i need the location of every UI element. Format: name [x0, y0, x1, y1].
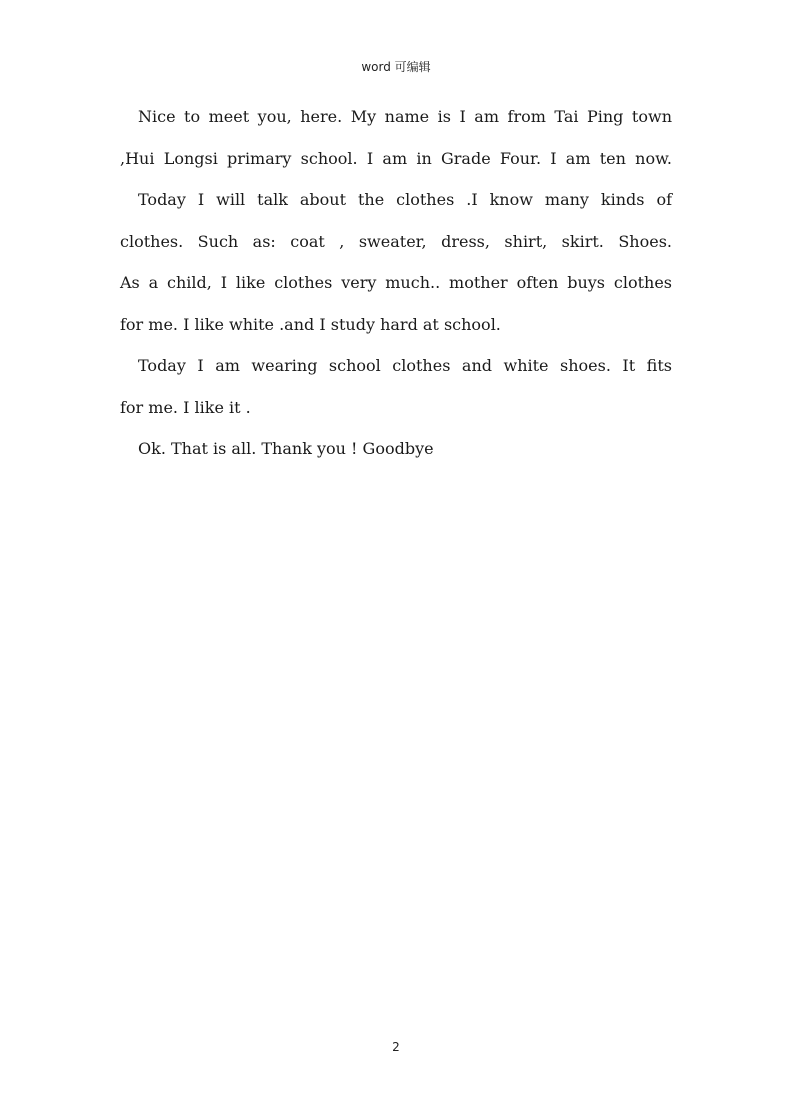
- paragraph-line: Ok. That is all. Thank you ! Goodbye: [138, 439, 434, 458]
- paragraph-line: Nice to meet you, here. My name is I am from Tai Ping town: [138, 107, 672, 126]
- paragraph-line: Today I am wearing school clothes and white shoes. It fits: [138, 356, 672, 375]
- paragraph-line: As a child, I like clothes very much.. mother often buys clothes: [120, 273, 672, 292]
- page-header: word 可编辑: [361, 60, 431, 74]
- page-number: 2: [392, 1040, 400, 1054]
- paragraph-line: for me. I like it .: [120, 398, 251, 417]
- paragraph-line: ,Hui Longsi primary school. I am in Grade Four. I am ten now.: [120, 149, 672, 168]
- paragraph-line: clothes. Such as: coat , sweater, dress, shirt, skirt. Shoes.: [120, 232, 672, 251]
- paragraph-line: Today I will talk about the clothes .I know many kinds of: [138, 190, 672, 209]
- paragraph-line: for me. I like white .and I study hard at school.: [120, 315, 501, 334]
